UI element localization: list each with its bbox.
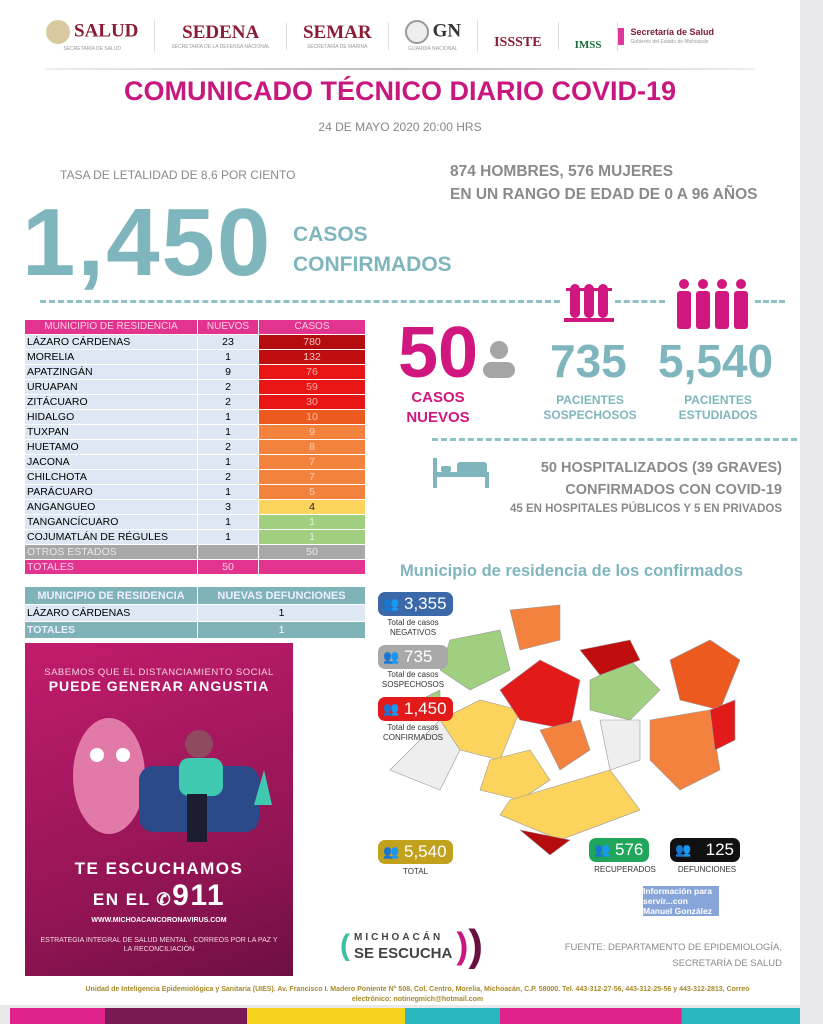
report-date: 24 DE MAYO 2020 20:00 HRS [318,120,482,134]
municipality-region [540,720,590,770]
cases-cell: 1 [259,515,365,529]
poster-url: WWW.MICHOACANCORONAVIRUS.COM [91,917,227,924]
poster-illustration [39,700,279,848]
municipio-cell: APATZINGÁN [25,365,197,379]
new-cases-cell: 2 [198,440,258,454]
poster-911-line: EN EL ✆911 [92,879,226,912]
totales-row [25,560,365,574]
municipio-cell: HIDALGO [25,410,197,424]
deaths-badge: 👥 125 [670,838,740,862]
person-icon [482,340,516,378]
cases-cell: 7 [259,470,365,484]
new-cases-cell: 1 [198,425,258,439]
municipio-cell: TUXPAN [25,425,197,439]
table-row [25,425,365,439]
recovered-label: RECUPERADOS [594,865,656,874]
table-row [25,455,365,469]
letalidad-text: TASA DE LETALIDAD DE 8.6 POR CIENTO [60,168,296,182]
table-row [25,335,365,349]
cases-cell: 780 [259,335,365,349]
table-row [25,485,365,499]
column-header: MUNICIPIO DE RESIDENCIA [25,320,197,334]
logo-sedena: SEDENA SECRETARÍA DE LA DEFENSA NACIONAL [155,23,287,50]
table-row [25,530,365,544]
phone-icon: ✆ [156,890,173,909]
new-cases-cell: 1 [198,455,258,469]
watermark: Información para servir...con Manuel González [643,886,719,916]
otros-cell: OTROS ESTADOS [25,545,197,559]
municipality-region [670,640,740,710]
new-cases-cell: 2 [198,470,258,484]
logo-secretaria-salud-michoacan: Secretaría de Salud Gobierno del Estado de Michoacán [618,28,730,45]
municipality-region [650,710,720,790]
municipio-cell: COJUMATLÁN DE RÉGULES [25,530,197,544]
confirmed-count: 1,450 [22,189,273,296]
test-tubes-icon [562,280,616,324]
cases-cell: 8 [259,440,365,454]
dashed-divider [432,438,797,441]
municipio-cell: HUETAMO [25,440,197,454]
logo-gn: GN GUARDIA NACIONAL [389,20,479,52]
suspected-label: PACIENTES SOSPECHOSOS [543,393,637,422]
deaths-table [24,586,366,639]
totales-cell: TOTALES [25,560,197,574]
new-cases-cell: 9 [198,365,258,379]
cases-cell: 7 [259,455,365,469]
mental-health-poster [25,643,293,976]
deaths-label: DEFUNCIONES [677,865,737,874]
negatives-label: Total de casos NEGATIVOS [387,618,439,637]
table-row [25,470,365,484]
hospitalized-info: 50 HOSPITALIZADOS (39 GRAVES) CONFIRMADOS CON COVID-19 45 EN HOSPITALES PÚBLICOS Y 5 EN PRIVADOS [509,460,782,515]
source-text: FUENTE: DEPARTAMENTO DE EPIDEMIOLOGÍA, SECRETARÍA DE SALUD [564,942,782,969]
new-cases-cell: 3 [198,500,258,514]
table-row [25,440,365,454]
cases-cell: 1 [259,530,365,544]
municipio-cell: PARÁCUARO [25,485,197,499]
poster-text: SABEMOS QUE EL DISTANCIAMIENTO SOCIAL [44,667,274,678]
cases-cell: 59 [259,380,365,394]
map-title: Municipio de residencia de los confirmados [400,562,743,580]
column-header: MUNICIPIO DE RESIDENCIA [25,587,197,604]
poster-headline: PUEDE GENERAR ANGUSTIA [48,678,270,694]
cases-by-municipality-table [24,319,366,575]
cases-cell: 30 [259,395,365,409]
decorative-band [10,1008,800,1024]
municipio-cell: MORELIA [25,350,197,364]
logo-imss: IMSS [559,22,619,51]
cases-cell: 5 [259,485,365,499]
divider [45,68,755,70]
municipality-region [440,630,510,690]
new-cases-cell: 1 [198,410,258,424]
new-cases-cell: 1 [198,485,258,499]
table-row [25,500,365,514]
poster-text: TE ESCUCHAMOS [74,859,244,878]
deaths-cell: 1 [198,605,365,621]
hospital-bed-icon [433,458,489,488]
negatives-badge: 👥 3,355 [378,592,453,616]
totals-label: TOTALES [25,622,197,638]
municipio-cell: LÁZARO CÁRDENAS [25,335,197,349]
cases-cell: 132 [259,350,365,364]
logo-issste: ISSSTE [478,22,558,50]
gender-text: 874 HOMBRES, 576 MUJERES [450,163,674,180]
michoacan-se-escucha-logo: ( MICHOACÁN SE ESCUCHA ) ) [340,921,484,970]
suspected-badge: 👥 735 [378,645,448,669]
municipio-cell: TANGANCÍCUARO [25,515,197,529]
logo-salud: SALUD SECRETARÍA DE SALUD [30,20,155,52]
table-row [25,410,365,424]
municipality-region [600,720,640,770]
suspected-label: Total de casos SOSPECHOSOS [381,670,445,689]
new-cases-cell: 1 [198,530,258,544]
logos-bar [30,14,770,58]
new-cases-cell: 1 [198,350,258,364]
total-label: TOTAL [402,867,429,876]
totals-row [25,622,365,638]
municipio-cell: JACONA [25,455,197,469]
new-cases-label: CASOS NUEVOS [406,389,470,426]
logo-semar: SEMAR SECRETARÍA DE MARINA [287,23,389,50]
new-cases-cell: 23 [198,335,258,349]
new-cases-cell: 2 [198,395,258,409]
totales-cell: 50 [198,560,258,574]
cases-cell: 9 [259,425,365,439]
footer-address: Unidad de Inteligencia Epidemiológica y Sanitaria (UIES). Av. Francisco I. Madero Poniente N° 508, Col. Centro, Morelia, Michoacán, C.P. 58000. Tel. 443-312-27-56, 443-312-25-56 y 443-312-2813, Correo electrónico: notinegmich@hotmail.com [85,986,750,1003]
table-row [25,350,365,364]
total-badge: 👥 5,540 [378,840,453,864]
people-group-icon [674,278,752,330]
page-title: COMUNICADO TÉCNICO DIARIO COVID-19 [123,76,677,106]
municipality-region [510,605,560,650]
column-header: NUEVAS DEFUNCIONES [198,587,365,604]
recovered-badge: 👥 576 [589,838,649,862]
confirmed-label: Total de casos CONFIRMADOS [383,723,443,742]
table-row [25,365,365,379]
confirmed-label: CASOS CONFIRMADOS [293,223,452,276]
municipio-cell: URUAPAN [25,380,197,394]
otros-cell: 50 [259,545,365,559]
poster-footer: ESTRATEGIA INTEGRAL DE SALUD MENTAL · CORREOS POR LA PAZ Y LA RECONCILIACIÓN [40,937,278,953]
municipio-cell: ANGANGUEO [25,500,197,514]
totales-cell [259,560,365,574]
municipio-cell: LÁZARO CÁRDENAS [25,605,197,621]
confirmed-badge: 👥 1,450 [378,697,453,721]
suspected-count: 735 [550,335,627,387]
table-row [25,515,365,529]
cases-cell: 10 [259,410,365,424]
dashed-divider [755,300,785,303]
studied-label: PACIENTES ESTUDIADOS [678,393,758,422]
new-cases-count: 50 [398,313,479,393]
new-cases-cell: 1 [198,515,258,529]
age-range-text: EN UN RANGO DE EDAD DE 0 A 96 AÑOS [450,186,758,203]
municipio-cell: ZITÁCUARO [25,395,197,409]
table-row [25,605,365,621]
studied-count: 5,540 [658,335,774,387]
dashed-divider [40,300,560,303]
cases-cell: 4 [259,500,365,514]
otros-row [25,545,365,559]
cases-cell: 76 [259,365,365,379]
totals-value: 1 [198,622,365,638]
table-row [25,395,365,409]
column-header: CASOS [259,320,365,334]
table-row [25,380,365,394]
otros-cell [198,545,258,559]
new-cases-cell: 2 [198,380,258,394]
column-header: NUEVOS [198,320,258,334]
dashed-divider [615,300,665,303]
municipio-cell: CHILCHOTA [25,470,197,484]
